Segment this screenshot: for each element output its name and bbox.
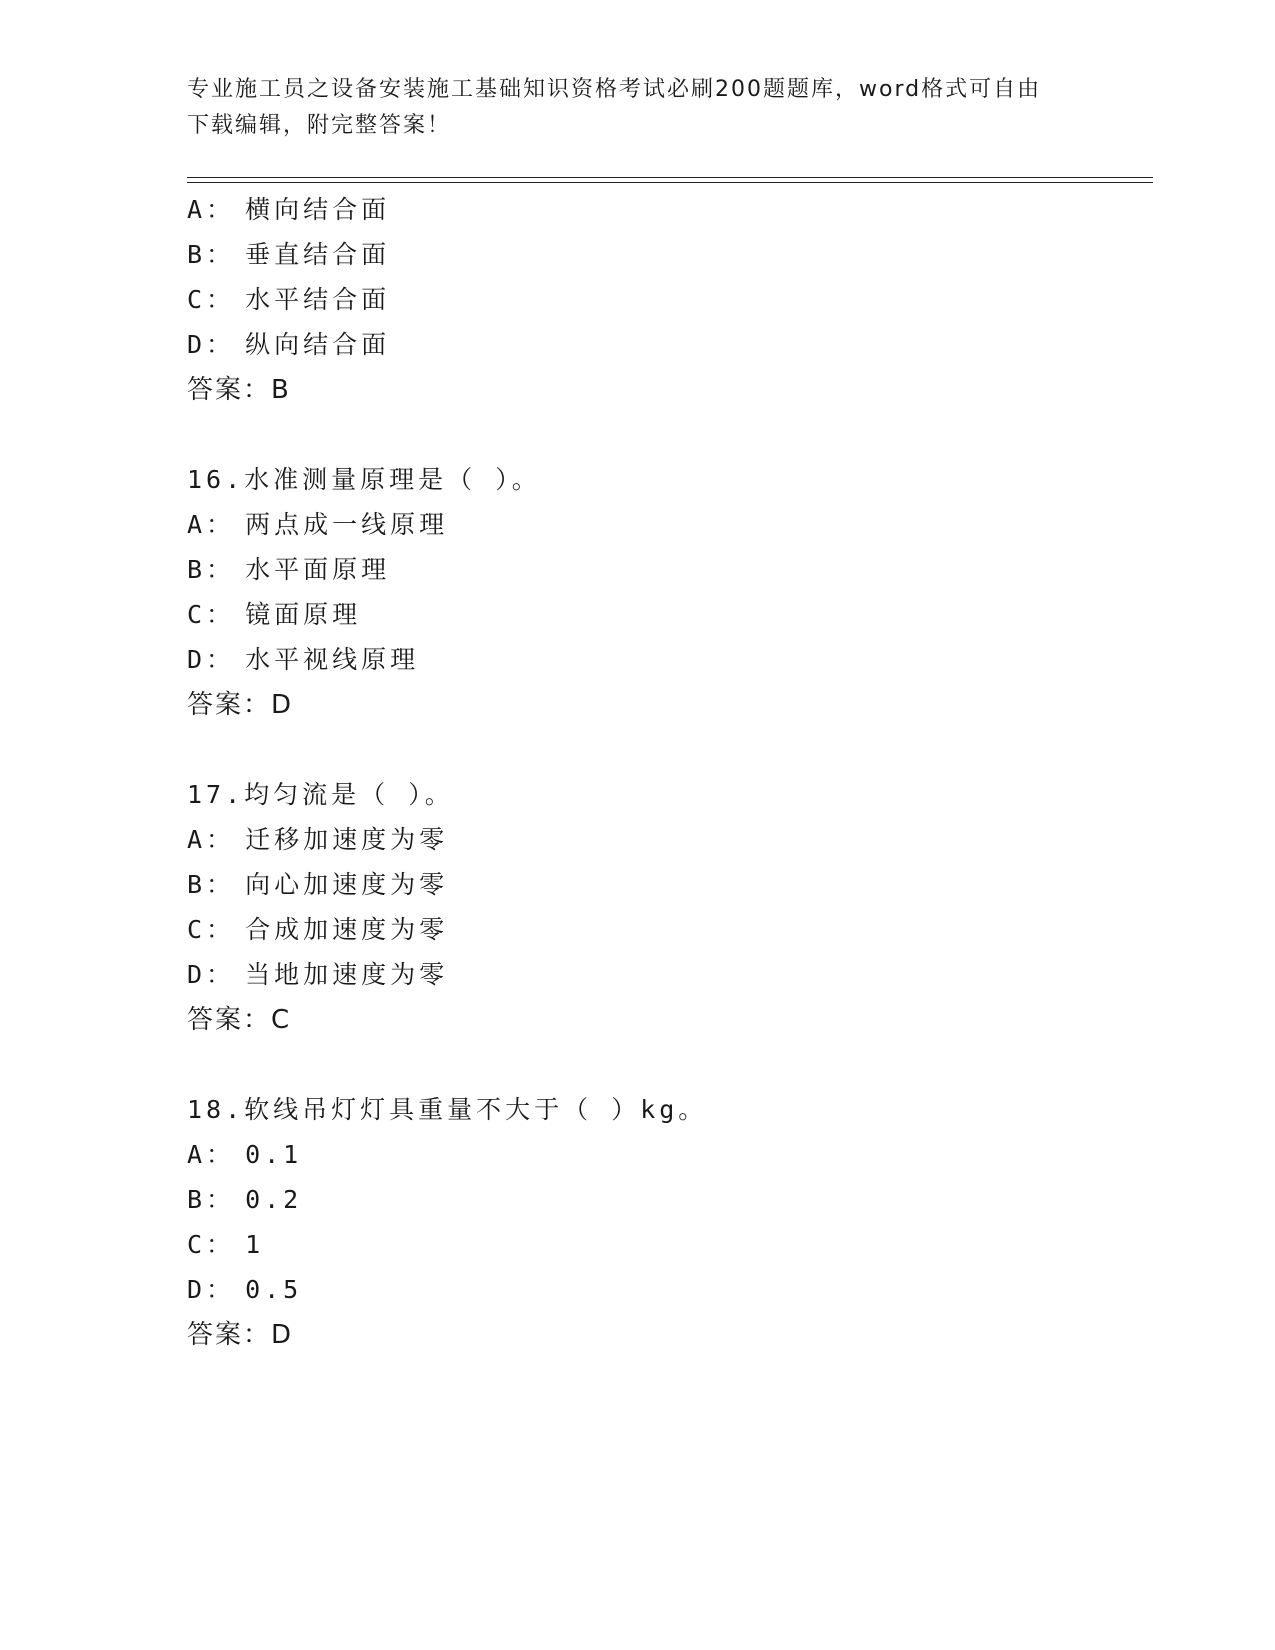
option-text: 镜面原理 xyxy=(245,600,362,629)
header-line-2: 下载编辑，附完整答案！ xyxy=(187,113,452,138)
option-letter: D： xyxy=(187,1275,236,1304)
option-text: 合成加速度为零 xyxy=(245,915,449,944)
option-letter: B： xyxy=(187,240,236,269)
q15-answer: 答案：B xyxy=(187,375,291,405)
option-letter: A： xyxy=(187,510,236,539)
option-text: 横向结合面 xyxy=(245,195,391,224)
option-text: 纵向结合面 xyxy=(245,330,391,359)
q16-option-c xyxy=(187,600,361,630)
q17-answer: 答案：C xyxy=(187,1005,292,1035)
option-letter: B： xyxy=(187,870,236,899)
option-text: 水平面原理 xyxy=(245,555,391,584)
option-letter: A： xyxy=(187,195,236,224)
option-text: 迁移加速度为零 xyxy=(245,825,449,854)
q16-option-d xyxy=(187,645,419,675)
option-text: 当地加速度为零 xyxy=(245,960,449,989)
option-text: 1 xyxy=(245,1230,265,1259)
q18-option-c xyxy=(187,1230,264,1260)
option-text: 0.1 xyxy=(245,1140,303,1169)
option-letter: C： xyxy=(187,915,236,944)
q18-option-b xyxy=(187,1185,302,1215)
q15-option-c xyxy=(187,285,390,315)
option-letter: D： xyxy=(187,330,236,359)
option-text: 水平视线原理 xyxy=(245,645,420,674)
q17-question: 17.均匀流是（ ）。 xyxy=(187,780,454,809)
q18-option-d xyxy=(187,1275,302,1305)
option-text: 0.2 xyxy=(245,1185,303,1214)
q18-answer: 答案：D xyxy=(187,1320,294,1350)
q17-option-c xyxy=(187,915,448,945)
option-letter: C： xyxy=(187,600,236,629)
q15-option-d xyxy=(187,330,390,360)
q18-question: 18.软线吊灯灯具重量不大于（ ）kg。 xyxy=(187,1095,708,1124)
document-header xyxy=(187,72,1087,144)
option-text: 垂直结合面 xyxy=(245,240,391,269)
option-text: 向心加速度为零 xyxy=(245,870,449,899)
q17-option-b xyxy=(187,870,448,900)
q17-option-a xyxy=(187,825,448,855)
option-letter: D： xyxy=(187,645,236,674)
option-letter: B： xyxy=(187,1185,236,1214)
q16-question: 16.水准测量原理是（ ）。 xyxy=(187,465,541,494)
q16-option-a xyxy=(187,510,448,540)
option-letter: D： xyxy=(187,960,236,989)
header-divider-top xyxy=(187,177,1153,178)
option-letter: B： xyxy=(187,555,236,584)
option-letter: C： xyxy=(187,1230,236,1259)
q15-option-b xyxy=(187,240,390,270)
option-text: 水平结合面 xyxy=(245,285,391,314)
option-letter: A： xyxy=(187,1140,236,1169)
q16-option-b xyxy=(187,555,390,585)
header-divider-bottom xyxy=(187,182,1153,183)
q18-option-a xyxy=(187,1140,302,1170)
option-text: 0.5 xyxy=(245,1275,303,1304)
q16-answer: 答案：D xyxy=(187,690,294,720)
option-letter: C： xyxy=(187,285,236,314)
option-text: 两点成一线原理 xyxy=(245,510,449,539)
q17-option-d xyxy=(187,960,448,990)
q15-option-a xyxy=(187,195,390,225)
header-line-1: 专业施工员之设备安装施工基础知识资格考试必刷200题题库，word格式可自由 xyxy=(187,77,1042,102)
option-letter: A： xyxy=(187,825,236,854)
